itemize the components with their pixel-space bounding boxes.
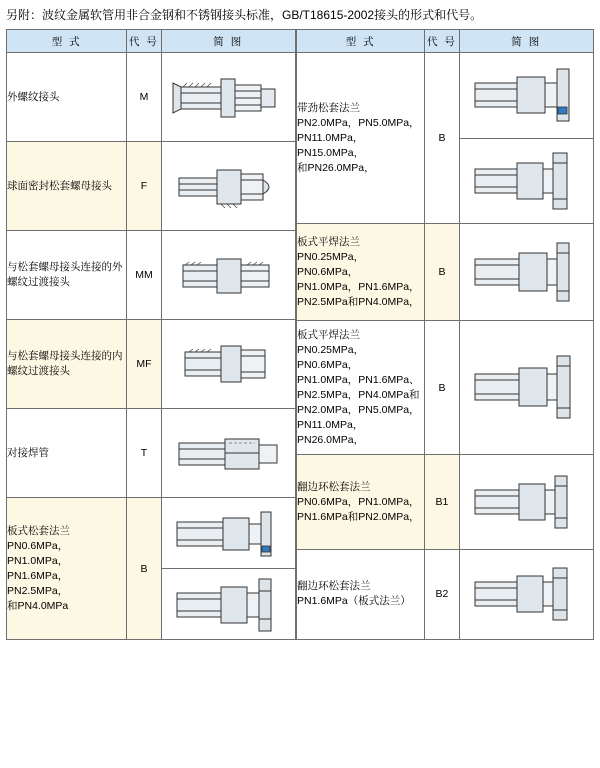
row-name: 板式松套法兰 PN0.6MPa，PN1.0MPa， PN1.6MPa，PN2.5MPa， 和PN4.0MPa xyxy=(7,498,127,640)
row-name: 带劲松套法兰 PN2.0MPa，PN5.0MPa， PN11.0MPa，PN15.0MPa， 和PN26.0MPa， xyxy=(297,53,425,224)
row-name: 翻边环松套法兰 PN1.6MPa（板式法兰） xyxy=(297,549,425,639)
right-spec-table xyxy=(296,29,594,640)
table-header-row xyxy=(297,30,594,53)
header-type: 型 式 xyxy=(297,30,425,53)
table-row xyxy=(7,231,296,320)
table-row xyxy=(297,549,594,639)
plate-flat-weld-flange-2-icon xyxy=(461,338,591,438)
row-code: B xyxy=(425,320,459,455)
spherical-seal-union-nut-icon xyxy=(163,142,293,230)
tables-container xyxy=(0,29,600,640)
header-figure: 简 图 xyxy=(459,30,593,53)
row-code: F xyxy=(127,142,161,231)
table-row xyxy=(297,320,594,455)
row-code: B xyxy=(425,224,459,321)
row-code: M xyxy=(127,53,161,142)
row-name: 翻边环松套法兰 PN0.6MPa，PN1.0MPa， PN1.6MPa和PN2.0MPa， xyxy=(297,455,425,549)
row-figure xyxy=(459,455,593,549)
male-transition-fitting-icon xyxy=(163,231,293,319)
row-code: MF xyxy=(127,320,161,409)
row-figure xyxy=(161,409,295,498)
row-figure xyxy=(459,320,593,455)
table-row xyxy=(7,53,296,142)
ribbed-loose-flange-icon xyxy=(461,57,591,133)
row-code: B1 xyxy=(425,455,459,549)
row-figure xyxy=(161,320,295,409)
row-name: 与松套螺母接头连接的内螺纹过渡接头 xyxy=(7,320,127,409)
row-figure xyxy=(161,231,295,320)
plate-flat-weld-flange-icon xyxy=(461,229,591,315)
row-figure xyxy=(459,53,593,139)
row-name: 对接焊管 xyxy=(7,409,127,498)
male-thread-fitting-icon xyxy=(163,53,293,141)
left-spec-table xyxy=(6,29,296,640)
row-figure xyxy=(459,224,593,321)
page-title: 另附：波纹金属软管用非合金钢和不锈钢接头标准，GB/T18615-2002接头的形式和代号。 xyxy=(6,8,483,22)
header-figure: 简 图 xyxy=(161,30,295,53)
row-code: B xyxy=(127,498,161,640)
table-row xyxy=(7,498,296,569)
row-code: B xyxy=(425,53,459,224)
table-row xyxy=(297,53,594,139)
table-row xyxy=(7,320,296,409)
row-figure xyxy=(161,53,295,142)
table-row xyxy=(7,142,296,231)
table-row xyxy=(297,224,594,321)
row-name: 外螺纹接头 xyxy=(7,53,127,142)
row-code: MM xyxy=(127,231,161,320)
row-code: B2 xyxy=(425,549,459,639)
table-row xyxy=(297,455,594,549)
plate-loose-flange-icon-2 xyxy=(163,569,293,639)
butt-weld-pipe-icon xyxy=(163,409,293,497)
table-row xyxy=(7,409,296,498)
lap-joint-flange-icon xyxy=(461,460,591,544)
row-figure xyxy=(161,498,295,569)
header-code: 代 号 xyxy=(127,30,161,53)
header-type: 型 式 xyxy=(7,30,127,53)
row-name: 板式平焊法兰 PN0.25MPa，PN0.6MPa， PN1.0MPa，PN1.6MPa、 PN2.5MPa，PN4.0MPa和 PN2.0MPa，PN5.0MPa， PN11.0MPa，PN26.0MPa， xyxy=(297,320,425,455)
header-code: 代 号 xyxy=(425,30,459,53)
ribbed-loose-flange-icon-2 xyxy=(461,143,591,219)
row-name: 板式平焊法兰 PN0.25MPa，PN0.6MPa， PN1.0MPa，PN1.6MPa， PN2.5MPa和PN4.0MPa， xyxy=(297,224,425,321)
table-header-row xyxy=(7,30,296,53)
row-name: 与松套螺母接头连接的外螺纹过渡接头 xyxy=(7,231,127,320)
row-figure xyxy=(161,569,295,640)
row-figure xyxy=(161,142,295,231)
row-name: 球面密封松套螺母接头 xyxy=(7,142,127,231)
row-code: T xyxy=(127,409,161,498)
row-figure xyxy=(459,138,593,224)
plate-loose-flange-icon xyxy=(163,498,293,568)
lap-joint-flange-2-icon xyxy=(461,554,591,634)
row-figure xyxy=(459,549,593,639)
female-transition-fitting-icon xyxy=(163,320,293,408)
